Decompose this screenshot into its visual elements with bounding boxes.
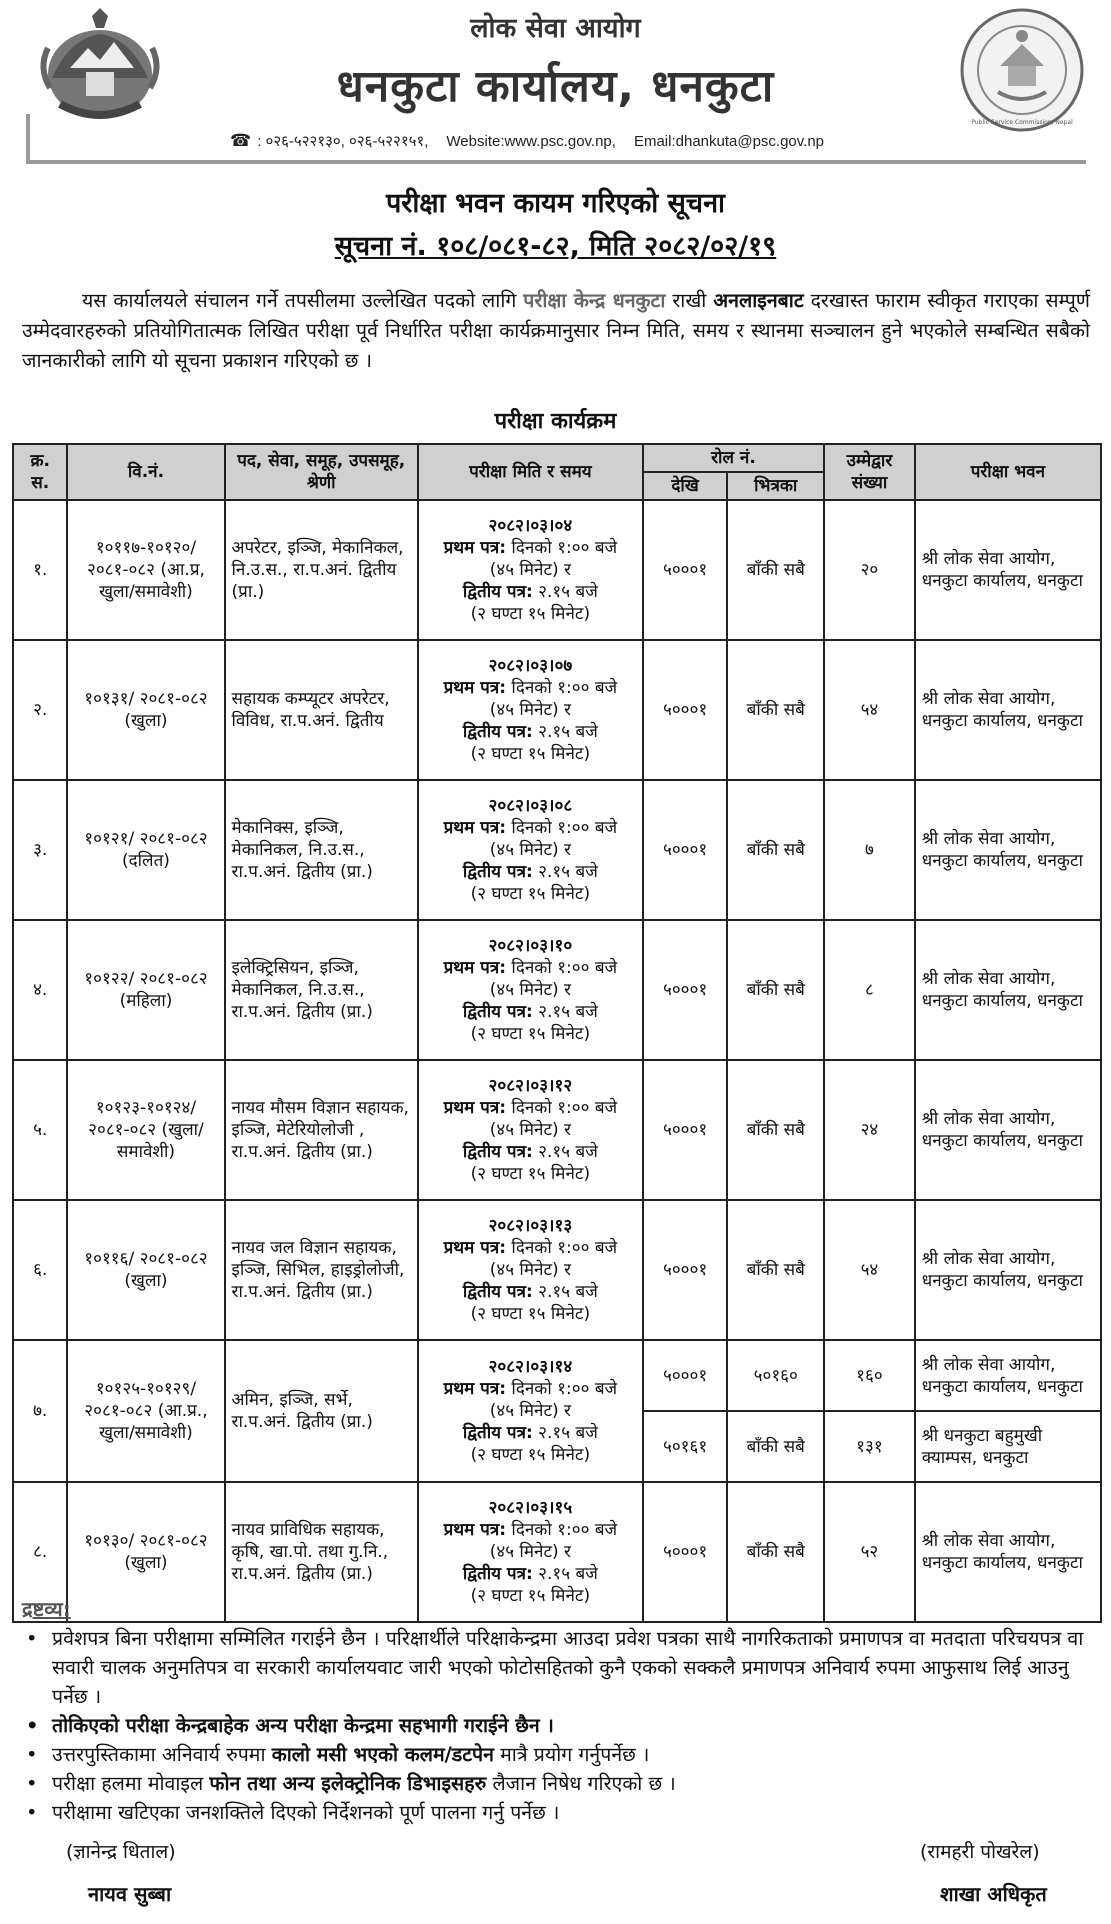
venue-cell: श्री लोक सेवा आयोग, धनकुटा कार्यालय, धनकुटा [915, 1060, 1101, 1200]
roll-from-cell: ५०००१ [643, 1200, 728, 1340]
candidate-count-cell: २४ [824, 1060, 915, 1200]
paper1-duration: (४५ मिनेट) र [489, 840, 571, 860]
roll-to-cell: बाँकी सबै [727, 500, 824, 640]
paper2-time: २.१५ बजे [532, 722, 598, 742]
roll-from-cell: ५०००१ [643, 780, 728, 920]
venue-cell: श्री लोक सेवा आयोग, धनकुटा कार्यालय, धनकुटा [915, 920, 1101, 1060]
paper2-label: द्वितीय पत्र: [462, 1142, 533, 1162]
phone-numbers: : ०२६-५२२१३०, ०२६-५२२१५१, [257, 133, 429, 150]
paper2-label: द्वितीय पत्र: [462, 1423, 533, 1443]
table-row [13, 1060, 1101, 1200]
post-cell: नायव जल विज्ञान सहायक, इञ्जि, सिभिल, हाइड्रोलोजी, रा.प.अनं. द्वितीय (प्रा.) [225, 1200, 418, 1340]
roll-from-cell: ५०१६१ [643, 1411, 728, 1482]
paper1-time: दिनको १:०० बजे [506, 958, 618, 978]
candidate-count-cell: ८ [824, 920, 915, 1060]
schedule-body [13, 500, 1101, 1622]
exam-date: २०८२।०३।१३ [488, 1216, 573, 1236]
header-venue: परीक्षा भवन [915, 444, 1101, 500]
serial-cell: २. [13, 640, 67, 780]
table-row [13, 500, 1101, 640]
post-cell: अपरेटर, इञ्जि, मेकानिकल, नि.उ.स., रा.प.अनं. द्वितीय (प्रा.) [225, 500, 418, 640]
serial-cell: ३. [13, 780, 67, 920]
paper2-label: द्वितीय पत्र: [462, 862, 533, 882]
paper2-label: द्वितीय पत्र: [462, 1002, 533, 1022]
exam-date: २०८२।०३।१२ [488, 1076, 573, 1096]
adv-no-cell: १०१२२/ २०८१-०८२ (महिला) [67, 920, 224, 1060]
candidate-count-cell: २० [824, 500, 915, 640]
serial-cell: ४. [13, 920, 67, 1060]
post-cell: इलेक्ट्रिसियन, इञ्जि, मेकानिकल, नि.उ.स., रा.प.अनं. द्वितीय (प्रा.) [225, 920, 418, 1060]
exam-datetime-cell [418, 920, 643, 1060]
paper2-duration: (२ घण्टा १५ मिनेट) [470, 1024, 591, 1044]
exam-date: २०८२।०३।१० [488, 936, 573, 956]
adv-no-cell: १०१२५-१०१२९/ २०८१-०८२ (आ.प्र., खुला/समावेशी) [67, 1340, 224, 1482]
note-item: • उत्तरपुस्तिकामा अनिवार्य रुपमा कालो मसी भएको कलम/डटपेन मात्रै प्रयोग गर्नुपर्नेछ । [22, 1740, 1092, 1769]
venue-cell: श्री लोक सेवा आयोग, धनकुटा कार्यालय, धनकुटा [915, 1340, 1101, 1411]
adv-no-cell: १०११६/ २०८१-०८२ (खुला) [67, 1200, 224, 1340]
paper2-time: २.१५ बजे [532, 1564, 598, 1584]
exam-date: २०८२।०३।१५ [488, 1498, 573, 1518]
psc-seal-icon [958, 6, 1086, 134]
paper2-time: २.१५ बजे [532, 1282, 598, 1302]
paper1-label: प्रथम पत्र: [443, 1520, 507, 1540]
seal-text: Public Service Commission, Nepal [971, 119, 1073, 126]
roll-to-cell: बाँकी सबै [727, 1200, 824, 1340]
notice-number-line [0, 226, 1111, 263]
paper2-label: द्वितीय पत्र: [462, 1564, 533, 1584]
notes-list [22, 1624, 1092, 1827]
venue-cell: श्री लोक सेवा आयोग, धनकुटा कार्यालय, धनकुटा [915, 500, 1101, 640]
intro-text-2: राखी [665, 289, 714, 312]
header-post: पद, सेवा, समूह, उपसमूह, श्रेणी [225, 444, 418, 500]
notes-heading: द्रष्टव्य: [22, 1597, 71, 1621]
exam-date: २०८२।०३।०४ [488, 516, 573, 536]
paper2-time: २.१५ बजे [532, 1423, 598, 1443]
paper2-duration: (२ घण्टा १५ मिनेट) [470, 604, 591, 624]
signatory-right-name: (रामहरी पोखरेल) [920, 1841, 1040, 1863]
paper1-label: प्रथम पत्र: [443, 818, 507, 838]
paper1-time: दिनको १:०० बजे [506, 1238, 618, 1258]
paper1-label: प्रथम पत्र: [443, 1238, 507, 1258]
header-adv-no: वि.नं. [67, 444, 224, 500]
header-roll-to: भित्रका [727, 472, 824, 500]
exam-datetime-cell [418, 1482, 643, 1622]
contact-line [230, 131, 824, 151]
roll-to-cell: बाँकी सबै [727, 1411, 824, 1482]
venue-cell: श्री लोक सेवा आयोग, धनकुटा कार्यालय, धनकुटा [915, 1482, 1101, 1622]
table-title: परीक्षा कार्यक्रम [494, 409, 617, 434]
org-name: लोक सेवा आयोग [470, 13, 641, 44]
header-horizontal-rule [26, 160, 1086, 164]
paper2-time: २.१५ बजे [532, 862, 598, 882]
adv-no-cell: १०११७-१०१२०/ २०८१-०८२ (आ.प्र, खुला/समावेशी) [67, 500, 224, 640]
candidate-count-cell: १६० [824, 1340, 915, 1411]
adv-no-cell: १०१३०/ २०८१-०८२ (खुला) [67, 1482, 224, 1622]
table-row [13, 1200, 1101, 1340]
post-cell: नायव मौसम विज्ञान सहायक, इञ्जि, मेटेरियोलोजी , रा.प.अनं. द्वितीय (प्रा.) [225, 1060, 418, 1200]
paper1-duration: (४५ मिनेट) र [489, 1120, 571, 1140]
venue-cell: श्री धनकुटा बहुमुखी क्याम्पस, धनकुटा [915, 1411, 1101, 1482]
post-cell: मेकानिक्स, इञ्जि, मेकानिकल, नि.उ.स., रा.प.अनं. द्वितीय (प्रा.) [225, 780, 418, 920]
phone-icon: ☎ [230, 131, 252, 150]
table-row [13, 1340, 1101, 1411]
serial-cell: ६. [13, 1200, 67, 1340]
paper2-label: द्वितीय पत्र: [462, 722, 533, 742]
venue-cell: श्री लोक सेवा आयोग, धनकुटा कार्यालय, धनकुटा [915, 640, 1101, 780]
paper2-duration: (२ घण्टा १५ मिनेट) [470, 1164, 591, 1184]
roll-to-cell: ५०१६० [727, 1340, 824, 1411]
note-item: • परीक्षा हलमा मोवाइल फोन तथा अन्य इलेक्ट्रोनिक डिभाइसहरु लैजान निषेध गरिएको छ । [22, 1769, 1092, 1798]
roll-from-cell: ५०००१ [643, 1340, 728, 1411]
intro-exam-center: परीक्षा केन्द्र धनकुटा [523, 289, 666, 312]
roll-from-cell: ५०००१ [643, 1482, 728, 1622]
serial-cell: ७. [13, 1340, 67, 1482]
signatory-left-name: (ज्ञानेन्द्र धिताल) [66, 1841, 176, 1863]
paper1-time: दिनको १:०० बजे [506, 1379, 618, 1399]
paper1-time: दिनको १:०० बजे [506, 1520, 618, 1540]
candidate-count-cell: १३१ [824, 1411, 915, 1482]
paper1-duration: (४५ मिनेट) र [489, 980, 571, 1000]
header-sn: क्र. स. [13, 444, 67, 500]
paper2-time: २.१५ बजे [532, 1142, 598, 1162]
letterhead [0, 0, 1111, 170]
paper1-time: दिनको १:०० बजे [506, 678, 618, 698]
adv-no-cell: १०१३१/ २०८१-०८२ (खुला) [67, 640, 224, 780]
exam-date: २०८२।०३।०८ [488, 796, 573, 816]
post-cell: नायव प्राविधिक सहायक, कृषि, खा.पो. तथा गु.नि., रा.प.अनं. द्वितीय (प्रा.) [225, 1482, 418, 1622]
exam-schedule-table [12, 443, 1102, 1623]
roll-to-cell: बाँकी सबै [727, 1060, 824, 1200]
exam-datetime-cell [418, 1340, 643, 1482]
paper1-duration: (४५ मिनेट) र [489, 1542, 571, 1562]
serial-cell: ८. [13, 1482, 67, 1622]
note-item: • तोकिएको परीक्षा केन्द्रबाहेक अन्य परीक्षा केन्द्रमा सहभागी गराईने छैन । [22, 1711, 1092, 1740]
signatory-left-title: नायव सुब्बा [88, 1882, 172, 1906]
candidate-count-cell: ५४ [824, 1200, 915, 1340]
exam-datetime-cell [418, 1200, 643, 1340]
exam-datetime-cell [418, 1060, 643, 1200]
paper2-time: २.१५ बजे [532, 1002, 598, 1022]
table-row [13, 1482, 1101, 1622]
email-text: Email:dhankuta@psc.gov.np [633, 133, 825, 150]
paper1-label: प्रथम पत्र: [443, 678, 507, 698]
note-item: • परीक्षामा खटिएका जनशक्तिले दिएको निर्देशनको पूर्ण पालना गर्नु पर्नेछ । [22, 1798, 1092, 1827]
intro-paragraph [22, 286, 1090, 376]
post-cell: सहायक कम्प्यूटर अपरेटर, विविध, रा.प.अनं. द्वितीय [225, 640, 418, 780]
paper1-time: दिनको १:०० बजे [506, 818, 618, 838]
paper2-duration: (२ घण्टा १५ मिनेट) [470, 1586, 591, 1606]
notice-number: सूचना नं. १०८/०८१-८२, मिति २०८२/०२/१९ [334, 231, 777, 262]
paper1-duration: (४५ मिनेट) र [489, 1260, 571, 1280]
table-row [13, 780, 1101, 920]
serial-cell: १. [13, 500, 67, 640]
paper1-label: प्रथम पत्र: [443, 1098, 507, 1118]
header-vertical-rule [26, 114, 30, 164]
serial-cell: ५. [13, 1060, 67, 1200]
paper2-time: २.१५ बजे [532, 582, 598, 602]
candidate-count-cell: ५२ [824, 1482, 915, 1622]
paper2-duration: (२ घण्टा १५ मिनेट) [470, 744, 591, 764]
paper1-label: प्रथम पत्र: [443, 958, 507, 978]
exam-date: २०८२।०३।१४ [488, 1357, 573, 1377]
note-item: • प्रवेशपत्र बिना परीक्षामा सम्मिलित गराईने छैन । परिक्षार्थीले परिक्षाकेन्द्रमा आउदा प्रवेश पत्रका साथै नागरिकताको प्रमाणपत्र वा मतदाता परिचयपत्र वा सवारी चालक अनुमतिपत्र वा सरकारी कार्यालयवाट जारी भएको फोटोसहितको कुनै एकको सक्कलै प्रमाणपत्र अनिवार्य रुपमा आफुसाथ लिई आउनु पर्नेछ । [22, 1624, 1092, 1711]
header-count: उम्मेद्वार संख्या [824, 444, 915, 500]
intro-text-1: यस कार्यालयले संचालन गर्ने तपसीलमा उल्लेखित पदको लागि [82, 289, 524, 312]
paper1-duration: (४५ मिनेट) र [489, 700, 571, 720]
paper2-duration: (२ घण्टा १५ मिनेट) [470, 1445, 591, 1465]
paper1-duration: (४५ मिनेट) र [489, 1401, 571, 1421]
paper2-duration: (२ घण्टा १५ मिनेट) [470, 1304, 591, 1324]
notice-title: परीक्षा भवन कायम गरिएको सूचना [385, 188, 726, 219]
website-text: Website:www.psc.gov.np, [446, 133, 616, 150]
signatory-right-title: शाखा अधिकृत [940, 1882, 1047, 1906]
paper1-label: प्रथम पत्र: [443, 538, 507, 558]
paper2-duration: (२ घण्टा १५ मिनेट) [470, 884, 591, 904]
roll-to-cell: बाँकी सबै [727, 640, 824, 780]
paper2-label: द्वितीय पत्र: [462, 1282, 533, 1302]
paper2-label: द्वितीय पत्र: [462, 582, 533, 602]
intro-online: अनलाइनबाट [713, 289, 804, 312]
adv-no-cell: १०१२३-१०१२४/ २०८१-०८२ (खुला/समावेशी) [67, 1060, 224, 1200]
venue-cell: श्री लोक सेवा आयोग, धनकुटा कार्यालय, धनकुटा [915, 780, 1101, 920]
table-row [13, 920, 1101, 1060]
intro-text-3: दरखास्त फाराम स्वीकृत गराएका सम्पूर्ण उम्मेदवारहरुको प्रतियोगितात्मक लिखित परीक्षा पूर्व निर्धारित परीक्षा कार्यक्रमानुसार निम्न मिति, समय र स्थानमा सञ्चालन हुने भएकोले सम्बन्धित सबैको जानकारीको लागि यो सूचना प्रकाशन गरिएको छ । [22, 289, 1090, 372]
table-row [13, 640, 1101, 780]
roll-from-cell: ५०००१ [643, 640, 728, 780]
adv-no-cell: १०१२१/ २०८१-०८२ (दलित) [67, 780, 224, 920]
office-name: धनकुटा कार्यालय, धनकुटा [336, 61, 775, 112]
header-roll: रोल नं. [643, 444, 824, 472]
paper1-duration: (४५ मिनेट) र [489, 560, 571, 580]
exam-datetime-cell [418, 780, 643, 920]
header-datetime: परीक्षा मिति र समय [418, 444, 643, 500]
candidate-count-cell: ७ [824, 780, 915, 920]
roll-to-cell: बाँकी सबै [727, 1482, 824, 1622]
exam-datetime-cell [418, 500, 643, 640]
roll-to-cell: बाँकी सबै [727, 780, 824, 920]
roll-from-cell: ५०००१ [643, 1060, 728, 1200]
roll-to-cell: बाँकी सबै [727, 920, 824, 1060]
venue-cell: श्री लोक सेवा आयोग, धनकुटा कार्यालय, धनकुटा [915, 1200, 1101, 1340]
roll-from-cell: ५०००१ [643, 500, 728, 640]
paper1-time: दिनको १:०० बजे [506, 538, 618, 558]
paper1-time: दिनको १:०० बजे [506, 1098, 618, 1118]
exam-date: २०८२।०३।०७ [488, 656, 573, 676]
candidate-count-cell: ५४ [824, 640, 915, 780]
post-cell: अमिन, इञ्जि, सर्भे, रा.प.अनं. द्वितीय (प्रा.) [225, 1340, 418, 1482]
paper1-label: प्रथम पत्र: [443, 1379, 507, 1399]
exam-datetime-cell [418, 640, 643, 780]
header-roll-from: देखि [643, 472, 728, 500]
roll-from-cell: ५०००१ [643, 920, 728, 1060]
